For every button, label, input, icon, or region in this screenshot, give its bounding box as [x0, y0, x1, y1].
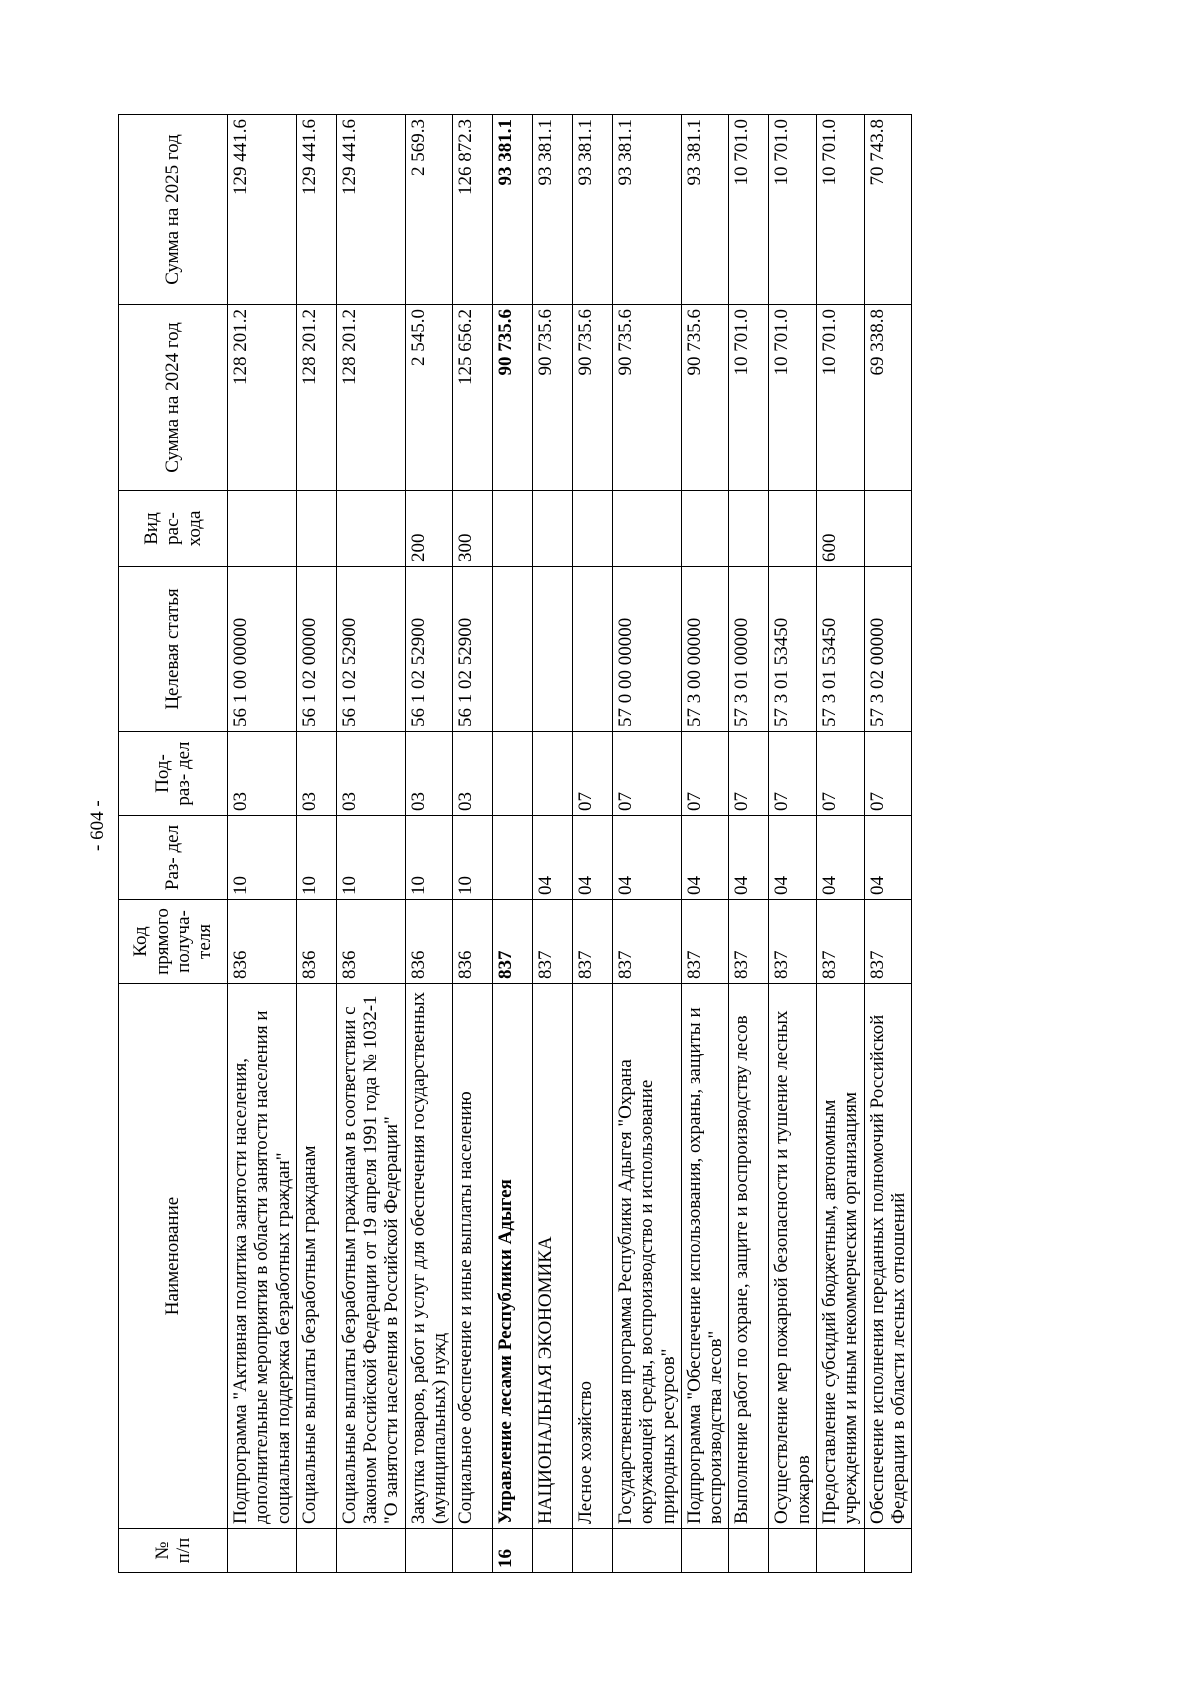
cell-recipient: 836	[453, 900, 493, 984]
cell-sum-2024: 90 735.6	[493, 305, 533, 491]
header-sum-2025: Сумма на 2025 год	[119, 115, 228, 305]
cell-recipient: 837	[729, 900, 769, 984]
table-header-row	[119, 115, 228, 1573]
cell-target: 57 3 01 53450	[816, 567, 864, 732]
cell-target: 57 3 01 53450	[769, 567, 817, 732]
cell-subsection: 07	[613, 732, 682, 816]
cell-subsection: 07	[769, 732, 817, 816]
cell-name: Социальное обеспечение и иные выплаты населению	[453, 984, 493, 1529]
cell-target: 56 1 02 00000	[296, 567, 336, 732]
cell-section: 04	[613, 816, 682, 900]
cell-sum-2025: 93 381.1	[681, 115, 729, 305]
cell-recipient: 837	[533, 900, 573, 984]
cell-name: Социальные выплаты безработным гражданам	[296, 984, 336, 1529]
cell-subsection: 03	[453, 732, 493, 816]
cell-num	[681, 1529, 729, 1573]
cell-subsection: 03	[296, 732, 336, 816]
cell-num	[729, 1529, 769, 1573]
table-row	[864, 115, 912, 1573]
cell-subsection	[493, 732, 533, 816]
cell-sum-2024: 90 735.6	[613, 305, 682, 491]
cell-name: Лесное хозяйство	[573, 984, 613, 1529]
cell-subsection: 03	[405, 732, 453, 816]
cell-sum-2024: 128 201.2	[228, 305, 297, 491]
cell-sum-2025: 129 441.6	[296, 115, 336, 305]
cell-recipient: 836	[296, 900, 336, 984]
cell-num	[405, 1529, 453, 1573]
cell-target: 56 1 02 52900	[405, 567, 453, 732]
cell-sum-2025: 2 569.3	[405, 115, 453, 305]
cell-sum-2025: 93 381.1	[533, 115, 573, 305]
cell-num	[533, 1529, 573, 1573]
cell-sum-2024: 90 735.6	[573, 305, 613, 491]
cell-exp-type	[296, 491, 336, 567]
cell-num	[816, 1529, 864, 1573]
table-row	[453, 115, 493, 1573]
cell-recipient: 837	[493, 900, 533, 984]
cell-target: 57 3 00 00000	[681, 567, 729, 732]
cell-sum-2025: 70 743.8	[864, 115, 912, 305]
cell-recipient: 836	[405, 900, 453, 984]
cell-target: 56 1 00 00000	[228, 567, 297, 732]
header-target: Целевая статья	[119, 567, 228, 732]
cell-subsection: 07	[816, 732, 864, 816]
cell-exp-type: 300	[453, 491, 493, 567]
cell-sum-2025: 129 441.6	[228, 115, 297, 305]
cell-section: 04	[816, 816, 864, 900]
cell-num	[864, 1529, 912, 1573]
header-name: Наименование	[119, 984, 228, 1529]
cell-section: 10	[405, 816, 453, 900]
cell-sum-2024: 90 735.6	[533, 305, 573, 491]
table-row	[681, 115, 729, 1573]
table-row	[613, 115, 682, 1573]
cell-exp-type: 600	[816, 491, 864, 567]
header-recipient: Код прямого получа- теля	[119, 900, 228, 984]
cell-sum-2025: 10 701.0	[769, 115, 817, 305]
header-exp-type: Вид рас- хода	[119, 491, 228, 567]
cell-sum-2025: 93 381.1	[573, 115, 613, 305]
cell-exp-type	[228, 491, 297, 567]
cell-section: 04	[864, 816, 912, 900]
cell-name: Государственная программа Республики Адыгея "Охрана окружающей среды, воспроизводство и использование природных ресурсов"	[613, 984, 682, 1529]
cell-recipient: 837	[573, 900, 613, 984]
cell-section: 10	[336, 816, 405, 900]
cell-sum-2025: 126 872.3	[453, 115, 493, 305]
cell-recipient: 837	[681, 900, 729, 984]
cell-sum-2024: 90 735.6	[681, 305, 729, 491]
cell-subsection: 03	[336, 732, 405, 816]
cell-section: 04	[533, 816, 573, 900]
cell-name: Предоставление субсидий бюджетным, автономным учреждениям и иным некоммерческим организациям	[816, 984, 864, 1529]
cell-name: Обеспечение исполнения переданных полномочий Российской Федерации в области лесных отношений	[864, 984, 912, 1529]
cell-exp-type	[573, 491, 613, 567]
cell-sum-2024: 128 201.2	[336, 305, 405, 491]
cell-target	[493, 567, 533, 732]
cell-num	[296, 1529, 336, 1573]
cell-exp-type	[681, 491, 729, 567]
cell-num: 16	[493, 1529, 533, 1573]
table-row	[336, 115, 405, 1573]
cell-exp-type	[769, 491, 817, 567]
header-subsection: Под- раз- дел	[119, 732, 228, 816]
cell-target	[533, 567, 573, 732]
cell-recipient: 837	[613, 900, 682, 984]
cell-sum-2025: 93 381.1	[613, 115, 682, 305]
table-row	[296, 115, 336, 1573]
cell-exp-type	[613, 491, 682, 567]
cell-exp-type: 200	[405, 491, 453, 567]
cell-name: Управление лесами Республики Адыгея	[493, 984, 533, 1529]
table-row	[769, 115, 817, 1573]
cell-subsection	[533, 732, 573, 816]
cell-recipient: 837	[769, 900, 817, 984]
cell-sum-2024: 69 338.8	[864, 305, 912, 491]
cell-recipient: 837	[816, 900, 864, 984]
cell-exp-type	[533, 491, 573, 567]
page-number: - 604 -	[87, 800, 108, 851]
cell-section: 04	[573, 816, 613, 900]
cell-sum-2025: 10 701.0	[729, 115, 769, 305]
cell-name: Подпрограмма "Активная политика занятости населения, дополнительные мероприятия в области занятости населения и социальная поддержка безработных граждан"	[228, 984, 297, 1529]
cell-section: 10	[228, 816, 297, 900]
cell-sum-2024: 10 701.0	[769, 305, 817, 491]
cell-exp-type	[493, 491, 533, 567]
cell-name: Выполнение работ по охране, защите и воспроизводству лесов	[729, 984, 769, 1529]
cell-target: 57 3 02 00000	[864, 567, 912, 732]
cell-section: 04	[681, 816, 729, 900]
cell-name: НАЦИОНАЛЬНАЯ ЭКОНОМИКА	[533, 984, 573, 1529]
cell-sum-2024: 10 701.0	[729, 305, 769, 491]
cell-name: Закупка товаров, работ и услуг для обеспечения государственных (муниципальных) нужд	[405, 984, 453, 1529]
cell-subsection: 07	[573, 732, 613, 816]
table-row	[573, 115, 613, 1573]
cell-name: Подпрограмма "Обеспечение использования, охраны, защиты и воспроизводства лесов"	[681, 984, 729, 1529]
header-num: № п/п	[119, 1529, 228, 1573]
cell-num	[769, 1529, 817, 1573]
cell-recipient: 836	[336, 900, 405, 984]
cell-sum-2024: 125 656.2	[453, 305, 493, 491]
cell-section: 04	[729, 816, 769, 900]
table-row	[228, 115, 297, 1573]
cell-exp-type	[336, 491, 405, 567]
cell-subsection: 07	[681, 732, 729, 816]
rotated-table-container	[118, 115, 1026, 1573]
cell-target	[573, 567, 613, 732]
cell-name: Социальные выплаты безработным гражданам в соответствии с Законом Российской Федерации от 19 апреля 1991 года № 1032-1 "О занятости населения в Российской Федерации"	[336, 984, 405, 1529]
cell-num	[573, 1529, 613, 1573]
cell-section: 10	[453, 816, 493, 900]
cell-name: Осуществление мер пожарной безопасности и тушение лесных пожаров	[769, 984, 817, 1529]
cell-section: 04	[769, 816, 817, 900]
cell-target: 57 0 00 00000	[613, 567, 682, 732]
cell-recipient: 836	[228, 900, 297, 984]
cell-section	[493, 816, 533, 900]
table-body	[228, 115, 912, 1573]
cell-sum-2024: 10 701.0	[816, 305, 864, 491]
cell-num	[228, 1529, 297, 1573]
cell-sum-2025: 129 441.6	[336, 115, 405, 305]
cell-target: 57 3 01 00000	[729, 567, 769, 732]
cell-recipient: 837	[864, 900, 912, 984]
cell-target: 56 1 02 52900	[336, 567, 405, 732]
cell-sum-2024: 2 545.0	[405, 305, 453, 491]
budget-table	[118, 114, 912, 1573]
cell-sum-2025: 10 701.0	[816, 115, 864, 305]
table-row	[816, 115, 864, 1573]
cell-sum-2024: 128 201.2	[296, 305, 336, 491]
cell-target: 56 1 02 52900	[453, 567, 493, 732]
table-row	[493, 115, 533, 1573]
table-row	[405, 115, 453, 1573]
cell-num	[453, 1529, 493, 1573]
cell-exp-type	[864, 491, 912, 567]
cell-subsection: 07	[729, 732, 769, 816]
cell-sum-2025: 93 381.1	[493, 115, 533, 305]
header-section: Раз- дел	[119, 816, 228, 900]
table-row	[729, 115, 769, 1573]
table-row	[533, 115, 573, 1573]
cell-num	[613, 1529, 682, 1573]
header-sum-2024: Сумма на 2024 год	[119, 305, 228, 491]
cell-subsection: 03	[228, 732, 297, 816]
cell-exp-type	[729, 491, 769, 567]
cell-subsection: 07	[864, 732, 912, 816]
cell-section: 10	[296, 816, 336, 900]
cell-num	[336, 1529, 405, 1573]
